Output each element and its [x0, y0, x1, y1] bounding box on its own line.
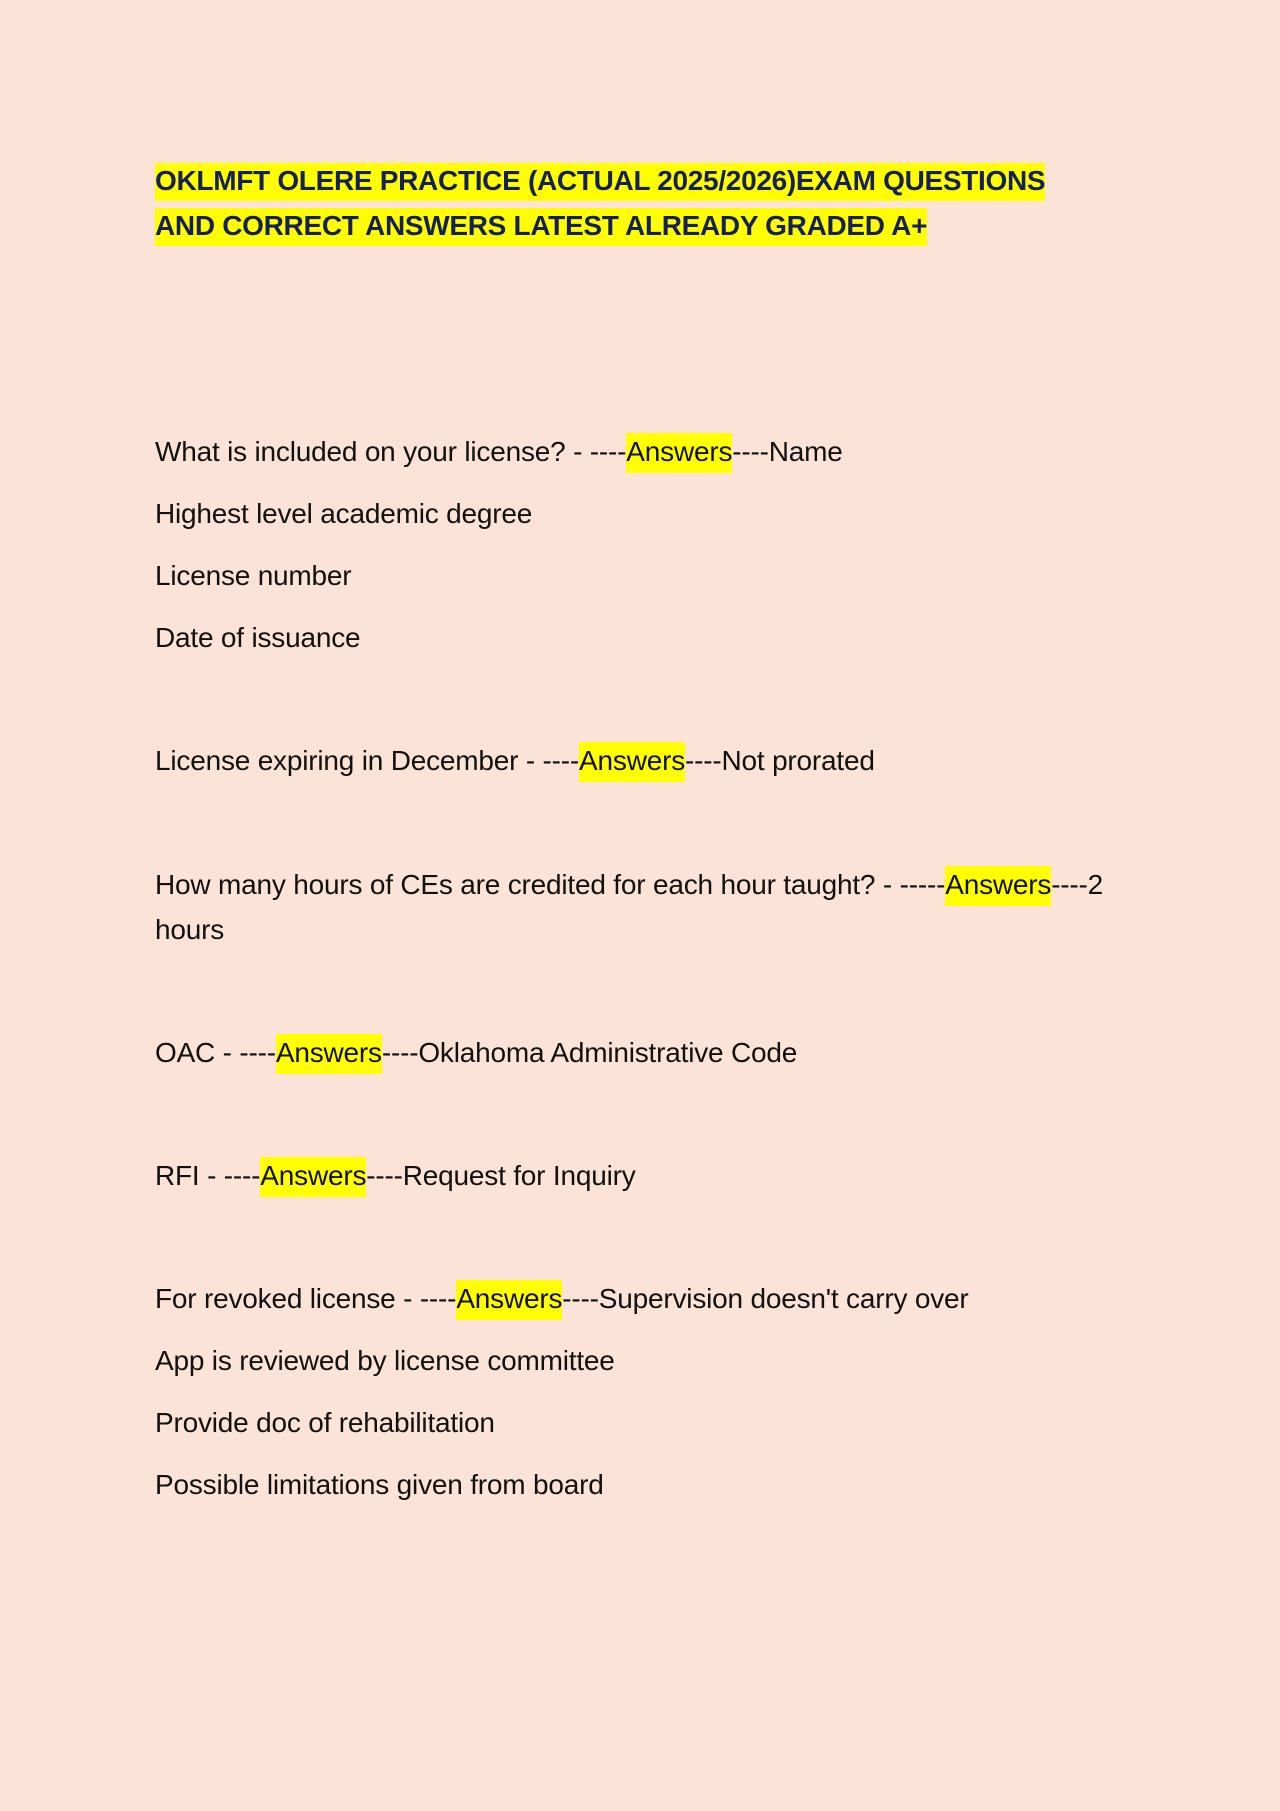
- answer: ----Supervision doesn't carry over: [562, 1283, 969, 1314]
- answers-label: Answers: [626, 433, 732, 473]
- answers-label: Answers: [579, 742, 685, 782]
- answer-line: Provide doc of rehabilitation: [155, 1407, 495, 1438]
- qa-item: [155, 1276, 1115, 1507]
- title-text: OKLMFT OLERE PRACTICE (ACTUAL 2025/2026)EXAM QUESTIONS AND CORRECT ANSWERS LATEST ALREADY GRADED A+: [155, 163, 1045, 246]
- answers-label: Answers: [276, 1034, 382, 1074]
- answer-line: Highest level academic degree: [155, 498, 533, 529]
- answers-label: Answers: [456, 1280, 562, 1320]
- question: License expiring in December - ----: [155, 745, 580, 776]
- answer: ----Oklahoma Administrative Code: [381, 1037, 798, 1068]
- answer: ----Not prorated: [685, 745, 875, 776]
- answers-label: Answers: [260, 1157, 366, 1197]
- answer: ----2 hours: [155, 869, 1104, 945]
- answer: ----Request for Inquiry: [366, 1160, 636, 1191]
- question: How many hours of CEs are credited for each hour taught? - -----: [155, 869, 946, 900]
- question: OAC - ----: [155, 1037, 276, 1068]
- question: For revoked license - ----: [155, 1283, 457, 1314]
- answer-line: App is reviewed by license committee: [155, 1345, 615, 1376]
- qa-item: [155, 738, 1115, 783]
- answer: ----Name: [732, 436, 843, 467]
- answer-line: License number: [155, 560, 352, 591]
- question: What is included on your license? - ----: [155, 436, 627, 467]
- answers-label: Answers: [945, 866, 1051, 906]
- qa-item: [155, 1030, 1115, 1075]
- answer-line: Date of issuance: [155, 622, 361, 653]
- qa-item: [155, 1153, 1115, 1198]
- answer-line: Possible limitations given from board: [155, 1469, 604, 1500]
- qa-item: [155, 862, 1110, 952]
- question: RFI - ----: [155, 1160, 261, 1191]
- qa-item: [155, 429, 1115, 660]
- document-title: [155, 158, 1075, 248]
